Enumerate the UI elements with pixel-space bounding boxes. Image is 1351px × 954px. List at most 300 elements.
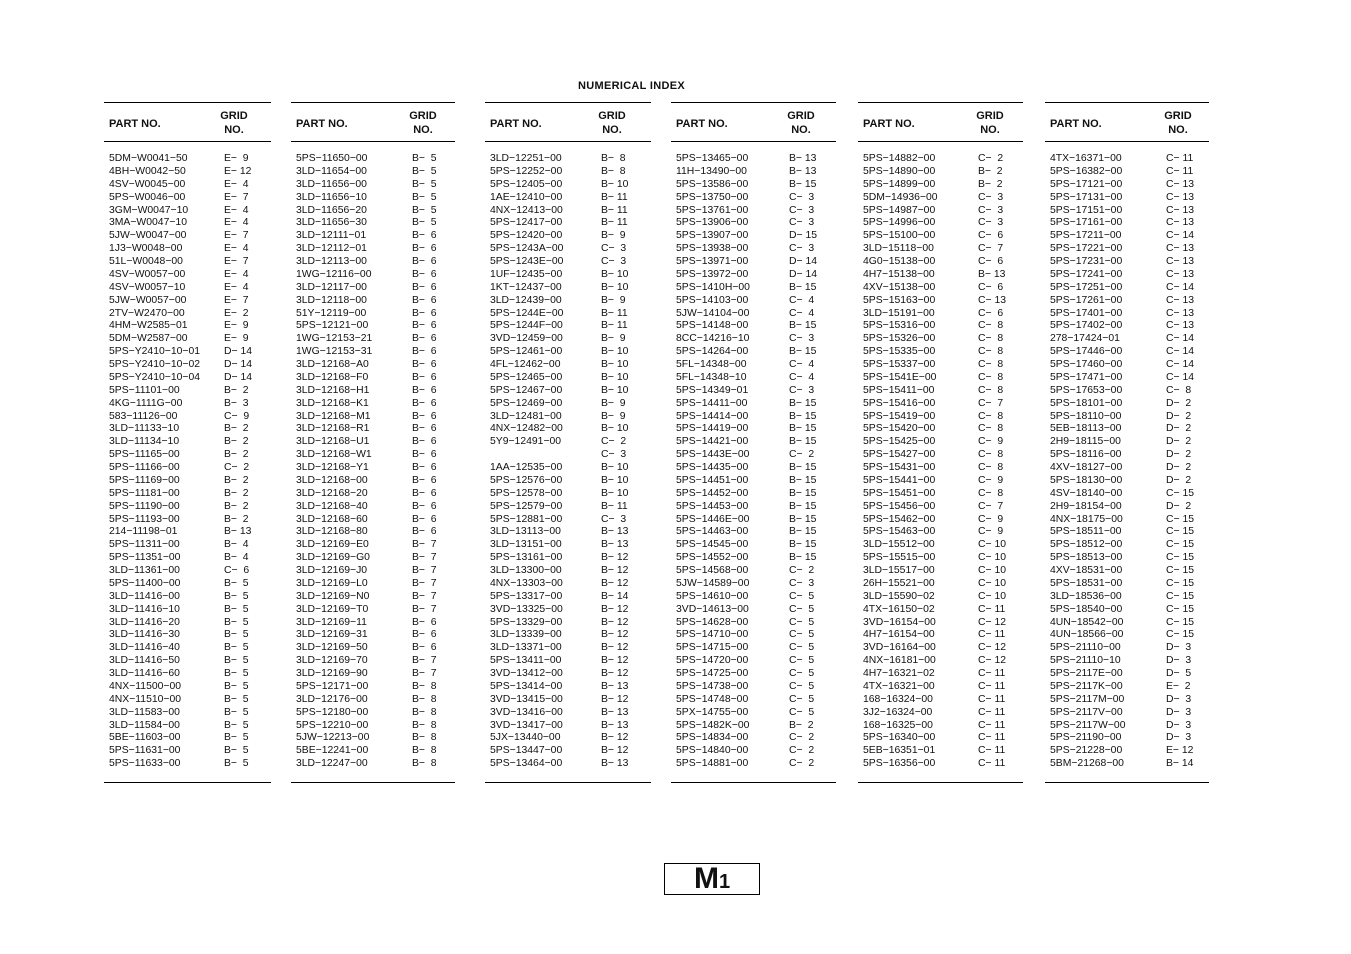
part-number: 4H7−15138−00 (863, 268, 935, 280)
part-number: 5PS−17151−00 (1050, 204, 1123, 216)
grid-number: B− 8 (412, 758, 437, 770)
part-number: 5PS−1244F−00 (490, 320, 563, 332)
column-header (485, 102, 651, 142)
index-row (104, 256, 271, 269)
index-column-4 (671, 102, 836, 771)
index-row (1045, 205, 1209, 218)
part-number: 3LD−12251−00 (490, 153, 562, 164)
grid-number: C− 5 (789, 655, 815, 667)
index-row (104, 694, 271, 707)
grid-number: C− 8 (978, 410, 1004, 422)
part-number: 3VD−13415−00 (490, 693, 563, 705)
part-number: 3LD−11583−00 (109, 706, 180, 718)
grid-number: B− 10 (601, 359, 629, 370)
index-row (1045, 578, 1209, 591)
index-row (858, 179, 1023, 192)
part-number: 5PS−14435−00 (676, 462, 749, 473)
index-row (485, 411, 651, 424)
part-number: 3LD−12481−00 (490, 410, 562, 422)
index-row (858, 501, 1023, 514)
grid-number: B− 15 (789, 410, 817, 422)
part-number: 5PS−14720−00 (676, 655, 749, 667)
grid-number: E− 7 (224, 294, 249, 306)
index-row (485, 179, 651, 192)
part-number: 5PS−15463−00 (863, 526, 936, 538)
index-row (291, 501, 455, 514)
part-number: 5PS−11351−00 (109, 552, 181, 564)
index-row (485, 526, 651, 539)
grid-number: C− 13 (1166, 307, 1195, 319)
grid-header-line2: NO. (602, 124, 622, 136)
grid-header-line1: GRID (787, 110, 815, 122)
part-number: 3LD−12168−M1 (296, 410, 371, 422)
part-no-header: PART NO. (1050, 118, 1102, 130)
index-row (104, 745, 271, 758)
index-row (104, 205, 271, 218)
part-number: 51Y−12119−00 (296, 307, 367, 319)
part-number: 4XV−18127−00 (1050, 462, 1123, 473)
part-number: 26H−15521−00 (863, 577, 935, 589)
grid-no-header (1158, 109, 1198, 137)
part-number: 3LD−12168−R1 (296, 423, 370, 435)
index-row (858, 732, 1023, 745)
part-number: 5PS−11166−00 (109, 462, 180, 473)
grid-number: B− 5 (224, 706, 249, 718)
grid-number: B− 8 (412, 680, 437, 692)
grid-number: C− 5 (789, 629, 815, 641)
part-number: 5PS−15337−00 (863, 359, 936, 370)
grid-number: C− 11 (978, 629, 1006, 641)
grid-number: B− 12 (601, 693, 629, 705)
index-row (858, 192, 1023, 205)
part-number: 5PS−1443E−00 (676, 449, 750, 461)
index-row (1045, 333, 1209, 346)
grid-number: B− 15 (789, 346, 817, 358)
grid-number: B− 6 (412, 397, 437, 409)
index-row (858, 681, 1023, 694)
index-row (291, 720, 455, 733)
part-number: 3VD−14613−00 (676, 603, 749, 615)
index-row (291, 372, 455, 385)
part-number: 5PS−11631−00 (109, 745, 181, 757)
column-bottom-rule (1045, 782, 1209, 783)
part-number: 3LD−13339−00 (490, 629, 562, 641)
index-row (671, 565, 836, 578)
grid-number: C− 15 (1166, 603, 1195, 615)
index-row (485, 694, 651, 707)
index-row (858, 475, 1023, 488)
grid-number: C− 10 (978, 552, 1007, 564)
part-number: 5PS−15416−00 (863, 397, 936, 409)
part-number: 3VD−16164−00 (863, 642, 936, 654)
index-row (104, 462, 271, 475)
part-number: 5PS−12420−00 (490, 230, 563, 242)
index-row (1045, 707, 1209, 720)
grid-number: C− 2 (601, 436, 627, 448)
part-number: 5PS−15462−00 (863, 513, 936, 525)
index-rows (671, 142, 836, 771)
part-number: 5PS−14414−00 (676, 410, 749, 422)
part-number: 3LD−12169−G0 (296, 552, 370, 564)
part-number: 5PS−17161−00 (1050, 217, 1123, 229)
index-row (671, 526, 836, 539)
grid-number: C− 15 (1166, 629, 1195, 641)
grid-number: D− 15 (789, 230, 818, 242)
grid-number: B− 8 (412, 706, 437, 718)
index-row (104, 449, 271, 462)
grid-number: C− 12 (978, 642, 1007, 654)
grid-number: C− 14 (1166, 281, 1195, 293)
index-row (104, 308, 271, 321)
index-row (671, 475, 836, 488)
index-row (485, 642, 651, 655)
grid-number: B− 13 (601, 758, 629, 770)
part-number: 3LD−11584−00 (109, 719, 180, 731)
index-row (858, 372, 1023, 385)
part-number: 5PS−11311−00 (109, 539, 180, 551)
part-number: 3LD−12169−L0 (296, 577, 368, 589)
part-number: 5PS−12579−00 (490, 500, 563, 512)
grid-number: B− 10 (601, 178, 629, 190)
grid-number: B− 8 (601, 153, 626, 164)
grid-number: B− 15 (789, 397, 817, 409)
part-number: 5PS−14738−00 (676, 680, 749, 692)
part-number: 5PS−1446E−00 (676, 513, 750, 525)
index-row (671, 359, 836, 372)
column-bottom-rule (671, 782, 836, 783)
index-row (1045, 604, 1209, 617)
grid-number: D− 14 (224, 346, 253, 358)
grid-number: B− 11 (601, 191, 628, 203)
index-row (485, 153, 651, 166)
part-number: 5PS−13972−00 (676, 268, 749, 280)
index-row (291, 668, 455, 681)
grid-number: E− 9 (224, 333, 249, 345)
grid-number: C− 8 (978, 384, 1004, 396)
grid-number: C− 4 (789, 294, 815, 306)
index-row (104, 372, 271, 385)
part-number: 5PS−15100−00 (863, 230, 936, 242)
index-row (1045, 372, 1209, 385)
index-row (1045, 179, 1209, 192)
grid-no-header (214, 109, 254, 137)
index-row (671, 617, 836, 630)
grid-number: B− 5 (224, 693, 249, 705)
grid-number: C− 11 (978, 680, 1006, 692)
index-row (485, 565, 651, 578)
part-number: 5PS−18130−00 (1050, 474, 1123, 486)
grid-number: C− 7 (978, 243, 1004, 255)
part-number: 3LD−11134−10 (109, 436, 180, 448)
grid-number: B− 5 (224, 603, 249, 615)
part-number: 5PS−13971−00 (676, 256, 749, 267)
part-number: 3LD−13300−00 (490, 565, 562, 576)
index-row (1045, 308, 1209, 321)
part-number: 5PS−17231−00 (1050, 256, 1123, 267)
grid-number: C− 11 (978, 745, 1006, 757)
index-row (1045, 243, 1209, 256)
index-row (485, 655, 651, 668)
grid-number: B− 2 (224, 449, 249, 461)
grid-number: C− 2 (789, 745, 815, 757)
index-row (671, 320, 836, 333)
grid-number: B− 5 (412, 204, 437, 216)
index-row (858, 359, 1023, 372)
part-number: 5PS−14463−00 (676, 526, 749, 538)
part-number: 5PS−13411−00 (490, 655, 562, 667)
index-row (1045, 436, 1209, 449)
part-number: 5PS−17653−00 (1050, 384, 1123, 396)
index-row (858, 745, 1023, 758)
part-number: 5PS−13938−00 (676, 243, 749, 255)
index-row (671, 269, 836, 282)
part-number: 1KT−12437−00 (490, 281, 562, 293)
grid-number: D− 2 (1166, 462, 1192, 473)
part-number: 5PS−15451−00 (863, 487, 936, 499)
part-number: 5PS−13414−00 (490, 680, 563, 692)
grid-header-line1: GRID (409, 110, 437, 122)
index-row (858, 269, 1023, 282)
part-number: 3VD−13416−00 (490, 706, 563, 718)
index-row (858, 720, 1023, 733)
index-row (858, 153, 1023, 166)
index-row (291, 681, 455, 694)
index-row (485, 552, 651, 565)
index-row (104, 346, 271, 359)
index-row (291, 166, 455, 179)
part-no-header: PART NO. (863, 118, 915, 130)
grid-number: B− 11 (601, 500, 628, 512)
part-number: 3LD−11416−50 (109, 655, 180, 667)
grid-header-line1: GRID (1164, 110, 1192, 122)
index-row (671, 707, 836, 720)
part-number: 3VD−13325−00 (490, 603, 563, 615)
index-row (485, 449, 651, 462)
grid-number: B− 15 (789, 178, 817, 190)
index-row (671, 243, 836, 256)
part-number: 5PS−14840−00 (676, 745, 749, 757)
part-number: 3LD−11654−00 (296, 165, 367, 177)
index-row (671, 578, 836, 591)
part-number: 5PS−17402−00 (1050, 320, 1123, 332)
grid-number: B− 10 (601, 487, 629, 499)
part-number: 3LD−11416−20 (109, 616, 180, 628)
grid-number: C− 9 (978, 436, 1004, 448)
grid-number: C− 2 (789, 758, 815, 770)
part-number: 11H−13490−00 (676, 165, 747, 177)
grid-number: C− 2 (789, 565, 815, 576)
index-row (104, 720, 271, 733)
index-row (104, 398, 271, 411)
grid-number: C− 13 (1166, 294, 1195, 306)
grid-number: B− 6 (412, 500, 437, 512)
grid-number: B− 2 (224, 500, 249, 512)
part-number: 5JW−W0057−00 (109, 294, 187, 306)
grid-number: C− 5 (789, 603, 815, 615)
part-number: 5PS−11101−00 (109, 384, 180, 396)
grid-number: D− 14 (224, 371, 253, 383)
grid-no-header (592, 109, 632, 137)
part-number: 5PS−11165−00 (109, 449, 180, 461)
index-row (104, 436, 271, 449)
grid-number: C− 15 (1166, 526, 1195, 538)
grid-number: C− 15 (1166, 539, 1195, 551)
part-number: 5PS−14996−00 (863, 217, 936, 229)
part-number: 5PS−12467−00 (490, 384, 563, 396)
index-row (291, 514, 455, 527)
index-row (1045, 230, 1209, 243)
grid-number: B− 6 (412, 436, 437, 448)
index-row (485, 681, 651, 694)
index-row (858, 423, 1023, 436)
page-label-box (664, 863, 760, 895)
index-row (291, 694, 455, 707)
part-number: 5PS−14552−00 (676, 552, 749, 564)
part-number: 5JW−12213−00 (296, 732, 370, 744)
part-number: 5PS−14545−00 (676, 539, 749, 551)
part-number: 5PS−1482K−00 (676, 719, 750, 731)
part-number: 1J3−W0048−00 (109, 243, 183, 255)
grid-number: B− 6 (412, 371, 437, 383)
grid-no-header (970, 109, 1010, 137)
part-number: 3LD−12117−00 (296, 281, 367, 293)
grid-number: C− 13 (978, 294, 1007, 306)
grid-number: D− 2 (1166, 449, 1192, 461)
grid-number: B− 12 (601, 668, 629, 679)
grid-number: E− 7 (224, 256, 249, 267)
grid-number: C− 3 (601, 513, 627, 525)
grid-number: B− 6 (412, 423, 437, 435)
grid-number: C− 3 (789, 333, 815, 345)
index-row (485, 436, 651, 449)
index-row (1045, 758, 1209, 771)
grid-number: B− 2 (224, 474, 249, 486)
grid-number: B− 5 (224, 668, 249, 679)
part-number: 5PS−11193−00 (109, 513, 180, 525)
part-number: 3LD−11656−20 (296, 204, 367, 216)
grid-number: C− 8 (978, 359, 1004, 370)
grid-number: B− 6 (412, 449, 437, 461)
grid-number: B− 13 (978, 268, 1006, 280)
part-number: 5PS−14834−00 (676, 732, 749, 744)
index-row (858, 308, 1023, 321)
index-row (858, 295, 1023, 308)
part-number: 5PS−14264−00 (676, 346, 749, 358)
part-number: 3LD−15512−00 (863, 539, 935, 551)
grid-number: B− 9 (601, 294, 626, 306)
part-number: 5PS−14987−00 (863, 204, 936, 216)
grid-number: B− 2 (978, 165, 1003, 177)
part-number: 3LD−11416−40 (109, 642, 180, 654)
grid-number: C− 13 (1166, 243, 1195, 255)
part-number: 5PS−13906−00 (676, 217, 749, 229)
index-row (1045, 192, 1209, 205)
part-number: 5PS−17261−00 (1050, 294, 1123, 306)
index-row (291, 436, 455, 449)
part-number: 5PS−2117M−00 (1050, 693, 1125, 705)
part-number: 5PS−18513−00 (1050, 552, 1123, 564)
column-header (1045, 102, 1209, 142)
index-row (858, 230, 1023, 243)
part-number: 5PS−18512−00 (1050, 539, 1123, 551)
grid-number: C− 13 (1166, 320, 1195, 332)
index-row (104, 179, 271, 192)
grid-number: C− 14 (1166, 333, 1195, 345)
part-number: 5PS−17471−00 (1050, 371, 1123, 383)
part-number: 4NX−12482−00 (490, 423, 563, 435)
part-number: 3MA−W0047−10 (109, 217, 187, 229)
index-row (1045, 732, 1209, 745)
grid-number: B− 4 (224, 552, 249, 564)
index-row (858, 436, 1023, 449)
grid-number: B− 5 (224, 719, 249, 731)
part-number: 3LD−12169−T0 (296, 603, 369, 615)
grid-number: B− 5 (224, 629, 249, 641)
part-number: 4SV−W0057−10 (109, 281, 186, 293)
index-row (485, 256, 651, 269)
part-number: 5PS−17446−00 (1050, 346, 1123, 358)
grid-header-line2: NO. (224, 124, 244, 136)
part-number: 5PS−11650−00 (296, 153, 368, 164)
part-number: 5PS−14710−00 (676, 629, 749, 641)
part-number: 1WG−12153−21 (296, 333, 373, 345)
index-row (485, 501, 651, 514)
part-number: 5PS−Y2410−10−02 (109, 359, 201, 370)
index-row (485, 359, 651, 372)
grid-number: B− 6 (412, 359, 437, 370)
grid-number: C− 10 (978, 590, 1007, 602)
grid-number: B− 6 (412, 487, 437, 499)
index-row (485, 320, 651, 333)
part-number: 4FL−12462−00 (490, 359, 561, 370)
index-row (291, 153, 455, 166)
grid-number: C− 3 (789, 191, 815, 203)
part-number: 5BM−21268−00 (1050, 758, 1124, 770)
part-number: 4NX−11510−00 (109, 693, 182, 705)
grid-number: B− 13 (224, 526, 252, 538)
grid-number: C− 8 (1166, 384, 1192, 396)
part-number: 4SV−18140−00 (1050, 487, 1123, 499)
index-row (104, 359, 271, 372)
grid-number: B− 8 (412, 732, 437, 744)
grid-number: C− 4 (789, 359, 815, 370)
index-row (671, 256, 836, 269)
grid-number: C− 3 (978, 217, 1004, 229)
index-row (291, 346, 455, 359)
index-row (485, 398, 651, 411)
part-no-header: PART NO. (296, 118, 348, 130)
part-number: 5PS−12576−00 (490, 474, 563, 486)
grid-number: B− 10 (601, 474, 629, 486)
part-number: 5PS−14725−00 (676, 668, 749, 679)
index-row (104, 514, 271, 527)
grid-number: B− 5 (224, 655, 249, 667)
part-number: 168−16325−00 (863, 719, 933, 731)
index-row (104, 668, 271, 681)
index-row (485, 217, 651, 230)
grid-number: B− 8 (412, 693, 437, 705)
grid-number: C− 5 (789, 693, 815, 705)
grid-number: C− 6 (978, 281, 1004, 293)
index-row (1045, 385, 1209, 398)
part-number: 4NX−16181−00 (863, 655, 936, 667)
grid-number: B− 15 (789, 539, 817, 551)
index-row (104, 192, 271, 205)
index-row (291, 565, 455, 578)
index-row (485, 707, 651, 720)
index-row (485, 720, 651, 733)
index-row (1045, 166, 1209, 179)
